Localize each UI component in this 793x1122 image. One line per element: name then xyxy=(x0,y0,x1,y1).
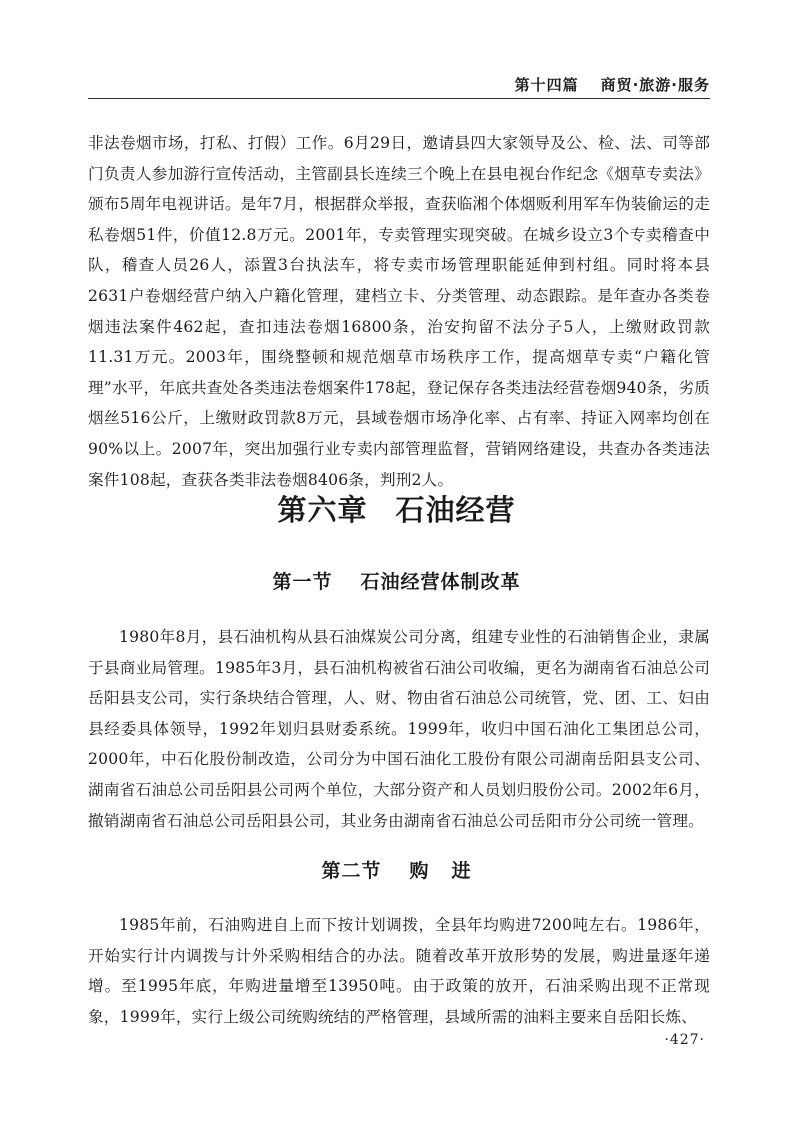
section2-number: 第二节 xyxy=(321,860,382,882)
header-part: 第十四篇 xyxy=(514,76,579,94)
section-heading-1 xyxy=(0,567,793,594)
section1-number: 第一节 xyxy=(272,571,333,593)
paragraph-tobacco-enforcement: 非法卷烟市场，打私、打假）工作。6月29日，邀请县四大家领导及公、检、法、司等部门负责人参加游行宣传活动，主管副县长连续三个晚上在县电视台作纪念《烟草专卖法》颁布5周年电视讲话。是年7月，根据群众举报，查获临湘个体烟贩利用军车伪装偷运的走私卷烟51件，价值12.8万元。2001年，专卖管理实现突破。在城乡设立3个专卖稽查中队，稽查人员26人，添置3台执法车，将专卖市场管理职能延伸到村组。同时将本县2631户卷烟经营户纳入户籍化管理，建档立卡、分类管理、动态跟踪。是年查办各类卷烟违法案件462起，查扣违法卷烟16800条，治安拘留不法分子5人，上缴财政罚款11.31万元。2003年，围绕整顿和规范烟草市场秩序工作，提高烟草专卖“户籍化管理”水平，年底共查处各类违法卷烟案件178起，登记保存各类违法经营卷烟940条，劣质烟丝516公斤，上缴财政罚款8万元，县域卷烟市场净化率、占有率、持证入网率均创在90%以上。2007年，突出加强行业专卖内部管理监督，营销网络建设，共查办各类违法案件108起，查获各类非法卷烟8406条，判刑2人。 xyxy=(88,134,710,489)
chapter-heading xyxy=(0,488,793,529)
section2-word2: 进 xyxy=(451,860,472,882)
section1-title: 石油经营体制改革 xyxy=(360,571,521,593)
paragraph-oil-reform: 1980年8月，县石油机构从县石油煤炭公司分离，组建专业性的石油销售企业，隶属于县商业局管理。1985年3月，县石油机构被省石油公司收编，更名为湖南省石油总公司岳阳县支公司，实行条块结合管理，人、财、物由省石油总公司统管，党、团、工、妇由县经委具体领导，1992年划归县财委系统。1999年，收归中国石油化工集团总公司，2000年，中石化股份制改造，公司分为中国石油化工股份有限公司湖南岳阳县支公司、湖南省石油总公司岳阳县公司两个单位，大部分资产和人员划归股份公司。2002年6月，撤销湖南省石油总公司岳阳县公司，其业务由湖南省石油总公司岳阳市分公司统一管理。 xyxy=(88,628,710,830)
section-heading-2 xyxy=(0,856,793,883)
chapter-title: 石油经营 xyxy=(395,493,516,527)
header-title: 商贸·旅游·服务 xyxy=(600,76,710,94)
page-number: ·427· xyxy=(664,1032,705,1048)
chapter-number: 第六章 xyxy=(277,493,368,527)
running-header xyxy=(88,72,710,99)
paragraph-oil-purchasing: 1985年前，石油购进自上而下按计划调拨，全县年均购进7200吨左右。1986年，开始实行计内调拨与计外采购相结合的办法。随着改革开放形势的发展，购进量逐年递增。至1995年底，年购进量增至13950吨。由于政策的放开，石油采购出现不正常现象，1999年，实行上级公司统购统结的严格管理，县域所需的油料主要来自岳阳长炼、 xyxy=(88,916,710,1026)
section2-word1: 购 xyxy=(409,860,430,882)
